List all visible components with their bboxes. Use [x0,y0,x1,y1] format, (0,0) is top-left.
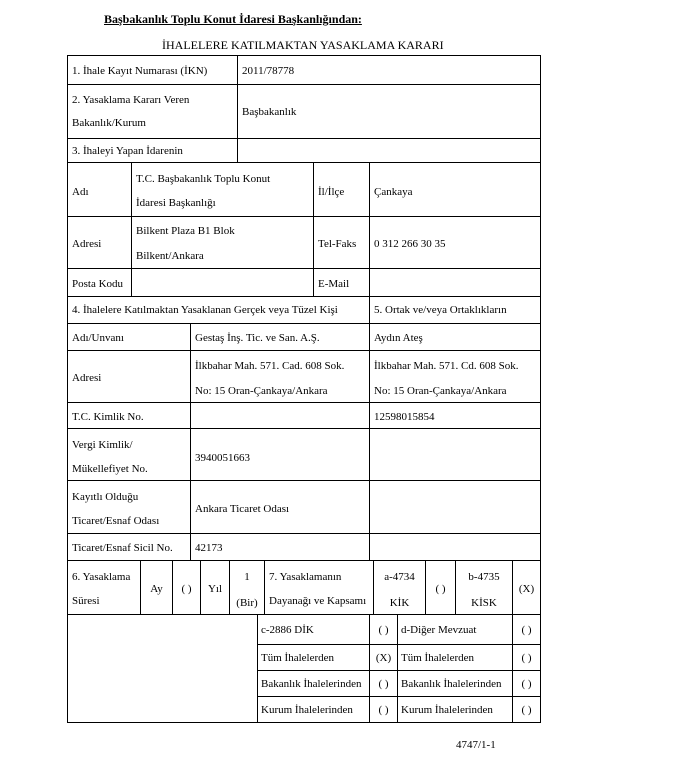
idare-adres-value-2: Bilkent/Ankara [136,250,204,262]
ikn-label: 1. İhale Kayıt Numarası (İKN) [72,65,208,77]
karar-veren-label-2: Bakanlık/Kurum [72,117,146,129]
kurum-ihaleler-right-mark: ( ) [521,704,532,716]
sicil-value: 42173 [195,542,223,554]
ortak-unvan-value: Aydın Ateş [374,332,423,344]
karar-veren-value: Başbakanlık [242,106,297,118]
ikn-value: 2011/78778 [242,65,295,77]
kurum-ihaleler-left-label: Kurum İhalelerinden [261,704,353,716]
bakanlik-ihaleler-right-mark: ( ) [521,678,532,690]
kisi-adres-value-1: İlkbahar Mah. 571. Cad. 608 Sok. [195,360,345,372]
kurum-ihaleler-right-label: Kurum İhalelerinden [401,704,493,716]
sure-ay-label: Ay [150,583,163,595]
sure-count-1: 1 [244,571,250,583]
idare-adres-value-1: Bilkent Plaza B1 Blok [136,225,235,237]
sure-ay-mark: ( ) [181,583,192,595]
posta-kodu-label: Posta Kodu [72,278,124,290]
tel-faks-value: 0 312 266 30 35 [374,238,446,250]
bakanlik-ihaleler-right-label: Bakanlık İhalelerinden [401,678,502,690]
ortak-tc-value: 12598015854 [374,411,435,423]
il-ilce-value: Çankaya [374,186,413,198]
section-5-label: 5. Ortak ve/veya Ortaklıkların [374,304,507,316]
tc-kimlik-label: T.C. Kimlik No. [72,411,144,423]
oda-value: Ankara Ticaret Odası [195,503,290,515]
kisk-label-2: KİSK [471,597,497,609]
idare-adres-label: Adresi [72,238,102,250]
bakanlik-ihaleler-left-mark: ( ) [378,678,389,690]
sicil-label: Ticaret/Esnaf Sicil No. [72,542,173,554]
diger-mevzuat-label: d-Diğer Mevzuat [401,624,477,636]
tum-ihaleler-right-mark: ( ) [521,652,532,664]
dayanak-label-2: Dayanağı ve Kapsamı [269,595,367,607]
sure-label-1: 6. Yasaklama [72,571,131,583]
tel-faks-label: Tel-Faks [318,238,357,250]
page-title: Başbakanlık Toplu Konut İdaresi Başkanlığından: [104,12,362,26]
sure-count-2: (Bir) [236,597,258,609]
ortak-adres-value-1: İlkbahar Mah. 571. Cd. 608 Sok. [374,360,519,372]
il-ilce-label: İl/İlçe [318,186,345,198]
section-4-label: 4. İhalelere Katılmaktan Yasaklanan Gerçek veya Tüzel Kişi [72,304,338,316]
bakanlik-ihaleler-left-label: Bakanlık İhalelerinden [261,678,362,690]
kik-mark: ( ) [435,583,446,595]
unvan-label: Adı/Unvanı [72,332,124,344]
kurum-ihaleler-left-mark: ( ) [378,704,389,716]
ihaleyi-yapan-label: 3. İhaleyi Yapan İdarenin [72,145,183,157]
dik-mark: ( ) [378,624,389,636]
idare-adi-value-1: T.C. Başbakanlık Toplu Konut [136,173,271,185]
idare-adi-value-2: İdaresi Başkanlığı [136,197,216,209]
tum-ihaleler-left-label: Tüm İhalelerden [261,652,334,664]
oda-label-1: Kayıtlı Olduğu [72,491,139,503]
email-label: E-Mail [318,278,350,290]
vergi-value: 3940051663 [195,452,250,464]
oda-label-2: Ticaret/Esnaf Odası [72,515,160,527]
unvan-value: Gestaş İnş. Tic. ve San. A.Ş. [195,332,320,344]
vergi-label-1: Vergi Kimlik/ [72,439,133,451]
sure-label-2: Süresi [72,595,100,607]
dayanak-label-1: 7. Yasaklamanın [269,571,342,583]
ortak-adres-value-2: No: 15 Oran-Çankaya/Ankara [374,385,507,397]
tum-ihaleler-right-label: Tüm İhalelerden [401,652,474,664]
kisi-adres-label: Adresi [72,372,102,384]
kisk-label-1: b-4735 [468,571,500,583]
sure-yil-label: Yıl [207,583,223,595]
kik-label-1: a-4734 [384,571,415,583]
tum-ihaleler-left-mark: (X) [375,652,392,664]
kisi-adres-value-2: No: 15 Oran-Çankaya/Ankara [195,385,328,397]
dik-label: c-2886 DİK [261,624,314,636]
karar-veren-label-1: 2. Yasaklama Kararı Veren [72,94,190,106]
kik-label-2: KİK [389,597,410,609]
diger-mevzuat-mark: ( ) [521,624,532,636]
form-subtitle: İHALELERE KATILMAKTAN YASAKLAMA KARARI [162,38,444,52]
vergi-label-2: Mükellefiyet No. [72,463,148,475]
footer-code: 4747/1-1 [456,739,496,751]
kisk-mark: (X) [518,583,535,595]
idare-adi-label: Adı [72,186,89,198]
